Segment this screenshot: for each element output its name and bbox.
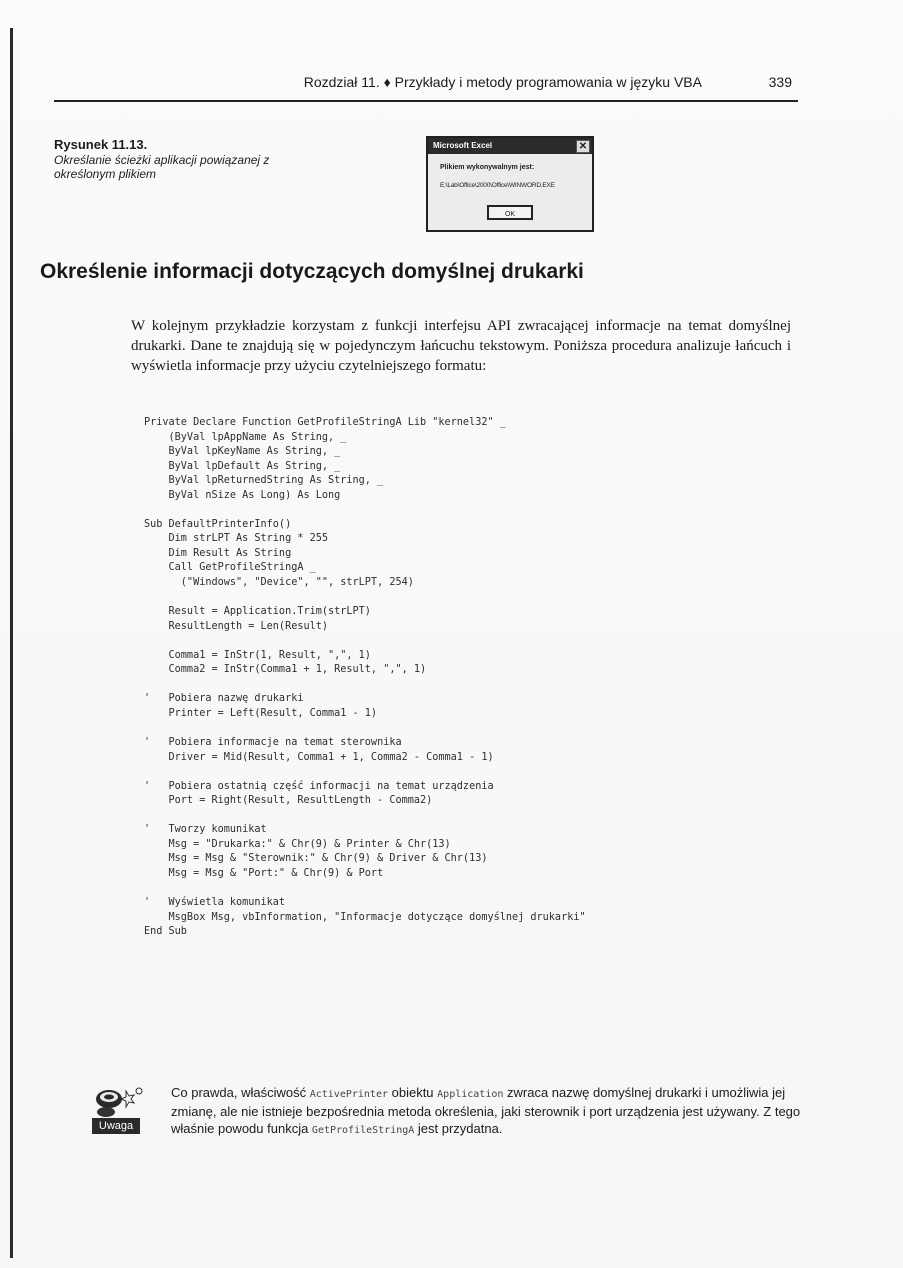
ok-button[interactable]: OK [487, 205, 533, 220]
chapter-title: Rozdział 11. ♦ Przykłady i metody programowania w języku VBA [303, 74, 702, 90]
note-code-application: Application [437, 1089, 504, 1100]
page-number: 339 [768, 74, 792, 90]
close-icon[interactable]: ✕ [576, 140, 590, 153]
note-code-activeprinter: ActivePrinter [309, 1089, 388, 1100]
figure-number: Rysunek 11.13. [54, 137, 148, 152]
dialog-message: Plikiem wykonywalnym jest: [440, 164, 535, 171]
intro-paragraph: W kolejnym przykładzie korzystam z funkcji interfejsu API zwracającej informacje na temat domyślnej drukarki. Dane te znajdują się w pojedynczym łańcuchu tekstowym. Poniższa procedura analizuje łańcuch i wyświetla informacje przy użyciu czytelniejszego formatu: [131, 318, 791, 374]
dialog-titlebar [428, 138, 592, 154]
dialog-title: Microsoft Excel [433, 141, 493, 150]
running-header [54, 70, 798, 100]
figure-caption [54, 138, 274, 181]
figure-caption-text: Określanie ścieżki aplikacji powiązanej z określonym plikiem [54, 153, 270, 181]
header-divider [54, 100, 798, 102]
vba-code-listing: Private Declare Function GetProfileStringA Lib "kernel32" _ (ByVal lpAppName As String, _ ByVal lpKeyName As String, _ ByVal lpDefault As String, _ ByVal lpReturnedString As String, _ ByVal nSize As Long) As Long Sub DefaultPrinterInfo() Dim strLPT As String * 255 Dim Result As String Call GetProfileStringA _ ("Windows", "Device", "", strLPT, 254) Result = Application.Trim(strLPT) ResultLength = Len(Result) Comma1 = InStr(1, Result, ",", 1) Comma2 = InStr(Comma1 + 1, Result, ",", 1) ' Pobiera nazwę drukarki Printer = Left(Result, Comma1 - 1) ' Pobiera informacje na temat sterownika Driver = Mid(Result, Comma1 + 1, Comma2 - Comma1 - 1) ' Pobiera ostatnią część informacji na temat urządzenia Port = Right(Result, ResultLength - Comma2) ' Tworzy komunikat Msg = "Drukarka:" & Chr(9) & Printer & Chr(13) Msg = Msg & "Sterownik:" & Chr(9) & Driver & Chr(13) Msg = Msg & "Port:" & Chr(9) & Port ' Wyświetla komunikat MsgBox Msg, vbInformation, "Informacje dotyczące domyślnej drukarki" End Sub [144, 417, 586, 938]
note-text [171, 1084, 811, 1139]
note-text-part: zwraca nazwę domyślnej drukarki i umożliwia jej zmianę, ale nie istnieje bezpośrednia metoda określenia, jaki sterownik i port urządzenia jest używany. Z tego właśnie powodu funkcja [171, 1085, 801, 1136]
note-icon [92, 1085, 148, 1143]
note-label: Uwaga [92, 1118, 140, 1134]
excel-message-dialog [426, 136, 594, 232]
note-code-getprofilestringa: GetProfileStringA [311, 1125, 415, 1136]
note-text-part: Co prawda, właściwość [171, 1085, 310, 1100]
note-text-part: obiektu [388, 1085, 438, 1100]
page-edge-rule [10, 28, 13, 1258]
dialog-path: E:\Lab\Office\2000\Office\WINWORD.EXE [440, 182, 555, 189]
section-heading: Określenie informacji dotyczących domyślnej drukarki [40, 260, 584, 283]
note-text-part: jest przydatna. [414, 1121, 503, 1136]
